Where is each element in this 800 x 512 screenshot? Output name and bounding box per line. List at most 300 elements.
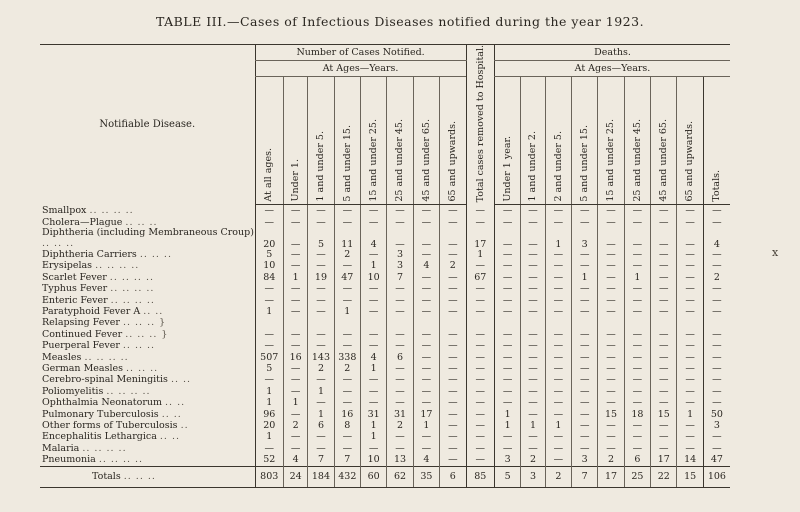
- leader-dots: .. .. .. ..: [106, 385, 151, 397]
- table-cell: —: [334, 205, 360, 217]
- table-cell: —: [494, 431, 520, 442]
- table-cell: [598, 317, 624, 328]
- table-cell: 20: [255, 228, 283, 249]
- leader-dots: .. .. ..: [126, 363, 159, 374]
- table-cell: 338: [334, 352, 360, 363]
- table-cell: —: [494, 443, 520, 454]
- table-row: [40, 409, 730, 420]
- table-cell: —: [545, 306, 571, 317]
- table-cell: —: [387, 340, 413, 351]
- table-cell: —: [308, 329, 334, 340]
- table-cell: —: [521, 283, 545, 294]
- table-row: [40, 454, 730, 466]
- table-cell: —: [651, 397, 677, 408]
- table-cell: 2: [521, 454, 545, 466]
- table-cell: —: [651, 443, 677, 454]
- table-cell: —: [624, 340, 650, 351]
- table-row: [40, 397, 730, 408]
- table-cell: —: [545, 217, 571, 228]
- table-cell: —: [255, 205, 283, 217]
- table-cell: —: [387, 386, 413, 397]
- table-cell: —: [521, 329, 545, 340]
- table-cell: 16: [283, 352, 307, 363]
- disease-label: Smallpox: [42, 205, 87, 216]
- table-cell: 14: [677, 454, 703, 466]
- table-cell: —: [413, 306, 439, 317]
- table-cell: —: [521, 205, 545, 217]
- table-cell: 1: [466, 249, 494, 260]
- table-cell: 2: [545, 466, 571, 487]
- table-cell: —: [703, 295, 730, 306]
- deaths-age-column-header: 1 and under 2.: [521, 77, 545, 205]
- table-cell: 6: [440, 466, 466, 487]
- table-cell: 184: [308, 466, 334, 487]
- table-cell: —: [387, 363, 413, 374]
- leader-dots: .. .. ..: [125, 216, 158, 228]
- table-cell: 3: [572, 454, 598, 466]
- table-cell: 16: [334, 409, 360, 420]
- table-cell: 507: [255, 352, 283, 363]
- table-cell: —: [572, 374, 598, 385]
- table-cell: —: [413, 249, 439, 260]
- table-cell: 17: [651, 454, 677, 466]
- table-cell: —: [440, 249, 466, 260]
- table-cell: [255, 317, 283, 328]
- table-cell: —: [387, 228, 413, 249]
- table-cell: —: [283, 228, 307, 249]
- table-cell: —: [545, 205, 571, 217]
- table-cell: 19: [308, 272, 334, 283]
- table-cell: —: [624, 363, 650, 374]
- table-row: [40, 217, 730, 228]
- table-cell: 5: [494, 466, 520, 487]
- table-cell: —: [466, 431, 494, 442]
- table-cell: —: [440, 217, 466, 228]
- table-cell: —: [334, 260, 360, 271]
- disease-label: Relapsing Fever: [42, 317, 120, 329]
- table-cell: —: [255, 295, 283, 306]
- table-cell: [387, 317, 413, 328]
- table-cell: —: [703, 443, 730, 454]
- table-cell: 31: [361, 409, 387, 420]
- table-cell: 10: [361, 454, 387, 466]
- table-cell: —: [572, 340, 598, 351]
- table-cell: —: [651, 374, 677, 385]
- leader-dots: .. .. .. ..: [110, 283, 155, 295]
- deaths-group-header: Deaths.: [494, 45, 730, 61]
- table-cell: —: [361, 397, 387, 408]
- table-cell: —: [466, 409, 494, 420]
- table-cell: 1: [283, 272, 307, 283]
- table-cell: 803: [255, 466, 283, 487]
- table-cell: —: [440, 272, 466, 283]
- table-cell: —: [572, 352, 598, 363]
- table-cell: —: [440, 329, 466, 340]
- table-cell: —: [308, 397, 334, 408]
- table-cell: 8: [334, 420, 360, 431]
- table-cell: [334, 317, 360, 328]
- table-row: [40, 295, 730, 306]
- leader-dots: .. .. .. ..: [82, 442, 127, 454]
- table-cell: —: [572, 431, 598, 442]
- leader-dots: .. .. ..: [123, 470, 156, 482]
- table-cell: —: [598, 363, 624, 374]
- table-cell: 7: [308, 454, 334, 466]
- deaths-age-column-header: 65 and upwards.: [677, 77, 703, 205]
- table-row: [40, 329, 730, 340]
- table-cell: —: [521, 272, 545, 283]
- table-cell: —: [703, 352, 730, 363]
- table-cell: —: [283, 363, 307, 374]
- table-cell: 25: [624, 466, 650, 487]
- deaths-age-column-header: 2 and under 5.: [545, 77, 571, 205]
- table-cell: —: [255, 217, 283, 228]
- table-cell: 1: [494, 409, 520, 420]
- disease-name: [40, 295, 255, 306]
- table-cell: —: [440, 443, 466, 454]
- table-cell: —: [255, 443, 283, 454]
- table-cell: —: [598, 431, 624, 442]
- totals-row: [40, 466, 730, 487]
- deaths-age-column-header: 45 and under 65.: [651, 77, 677, 205]
- table-row: [40, 283, 730, 294]
- table-cell: —: [255, 283, 283, 294]
- table-cell: 96: [255, 409, 283, 420]
- table-cell: 432: [334, 466, 360, 487]
- table-cell: —: [703, 306, 730, 317]
- table-cell: [466, 317, 494, 328]
- disease-label: Continued Fever: [42, 328, 123, 340]
- leader-dots: .. ..: [165, 397, 186, 409]
- table-cell: —: [521, 386, 545, 397]
- table-cell: —: [387, 217, 413, 228]
- table-cell: —: [624, 374, 650, 385]
- table-cell: —: [494, 217, 520, 228]
- leader-dots: .. .. .. ..: [98, 454, 144, 466]
- table-cell: —: [413, 340, 439, 351]
- table-cell: —: [677, 329, 703, 340]
- table-cell: —: [413, 217, 439, 228]
- table-cell: —: [677, 295, 703, 306]
- table-cell: 1: [255, 431, 283, 442]
- disease-label: Cerebro-spinal Meningitis: [42, 374, 168, 386]
- table-cell: —: [308, 260, 334, 271]
- table-cell: 67: [466, 272, 494, 283]
- disease-name: [40, 352, 255, 363]
- leader-dots: .. ..: [143, 306, 164, 317]
- table-cell: 84: [255, 272, 283, 283]
- table-cell: —: [572, 295, 598, 306]
- table-cell: —: [677, 374, 703, 385]
- table-cell: [308, 317, 334, 328]
- table-cell: —: [677, 217, 703, 228]
- table-cell: —: [387, 295, 413, 306]
- table-cell: 24: [283, 466, 307, 487]
- table-cell: 3: [494, 454, 520, 466]
- table-cell: —: [677, 205, 703, 217]
- disease-name: [40, 283, 255, 294]
- disease-label: Malaria: [42, 442, 80, 454]
- table-cell: —: [677, 260, 703, 271]
- disease-name: [40, 409, 255, 420]
- table-cell: —: [703, 283, 730, 294]
- table-row: [40, 340, 730, 351]
- table-cell: 1: [413, 420, 439, 431]
- disease-label: Puerperal Fever: [42, 340, 120, 352]
- table-cell: —: [334, 217, 360, 228]
- table-cell: —: [651, 386, 677, 397]
- table-row: [40, 363, 730, 374]
- table-cell: —: [572, 386, 598, 397]
- table-cell: —: [703, 329, 730, 340]
- table-cell: 5: [255, 249, 283, 260]
- table-cell: —: [703, 205, 730, 217]
- table-cell: 17: [598, 466, 624, 487]
- table-cell: —: [334, 374, 360, 385]
- table-cell: —: [651, 306, 677, 317]
- table-cell: —: [624, 420, 650, 431]
- deaths-ages-header: At Ages—Years.: [494, 61, 730, 77]
- table-cell: —: [361, 295, 387, 306]
- table-cell: —: [413, 272, 439, 283]
- table-cell: 15: [651, 409, 677, 420]
- table-cell: 4: [703, 228, 730, 249]
- table-cell: —: [572, 306, 598, 317]
- table-cell: —: [598, 228, 624, 249]
- leader-dots: .. .. .. ..: [89, 205, 134, 216]
- table-cell: 7: [572, 466, 598, 487]
- table-cell: —: [624, 283, 650, 294]
- table-cell: —: [545, 409, 571, 420]
- table-cell: —: [440, 386, 466, 397]
- table-cell: 20: [255, 420, 283, 431]
- table-cell: —: [283, 205, 307, 217]
- table-cell: 143: [308, 352, 334, 363]
- table-cell: —: [677, 420, 703, 431]
- table-cell: —: [494, 283, 520, 294]
- disease-column-header: Notifiable Disease.: [40, 45, 255, 205]
- disease-name: [40, 306, 255, 317]
- table-cell: —: [624, 352, 650, 363]
- table-cell: —: [598, 443, 624, 454]
- table-title: TABLE III.—Cases of Infectious Diseases notified during the year 1923.: [155, 14, 645, 29]
- table-cell: —: [598, 260, 624, 271]
- table-cell: —: [413, 386, 439, 397]
- table-cell: 50: [703, 409, 730, 420]
- table-cell: 1: [361, 363, 387, 374]
- table-cell: —: [624, 249, 650, 260]
- table-cell: —: [283, 260, 307, 271]
- leader-dots: .. .. ..: [42, 237, 75, 249]
- table-cell: —: [466, 340, 494, 351]
- table-row: [40, 260, 730, 271]
- leader-dots: .. .. .. }: [122, 317, 167, 329]
- table-cell: —: [413, 374, 439, 385]
- table-cell: —: [308, 443, 334, 454]
- leader-dots: .. ..: [170, 374, 192, 386]
- cases-age-column-header: 45 and under 65.: [413, 77, 439, 205]
- table-cell: —: [572, 217, 598, 228]
- table-cell: —: [334, 443, 360, 454]
- table-cell: —: [521, 431, 545, 442]
- deaths-age-column-header: 15 and under 25.: [598, 77, 624, 205]
- table-cell: 1: [334, 306, 360, 317]
- table-cell: —: [624, 306, 650, 317]
- table-cell: —: [598, 306, 624, 317]
- disease-name: [40, 317, 255, 328]
- table-cell: 31: [387, 409, 413, 420]
- table-cell: 1: [545, 228, 571, 249]
- table-cell: —: [255, 329, 283, 340]
- cases-age-column-header: 1 and under 5.: [308, 77, 334, 205]
- table-cell: —: [413, 352, 439, 363]
- table-cell: —: [545, 340, 571, 351]
- table-cell: —: [440, 340, 466, 351]
- table-cell: —: [624, 228, 650, 249]
- table-cell: —: [334, 283, 360, 294]
- table-cell: —: [598, 329, 624, 340]
- table-cell: —: [521, 363, 545, 374]
- table-cell: —: [494, 228, 520, 249]
- disease-name: [40, 363, 255, 374]
- table-cell: 2: [334, 249, 360, 260]
- table-cell: —: [413, 228, 439, 249]
- table-cell: 6: [624, 454, 650, 466]
- deaths-age-column-header: 25 and under 45.: [624, 77, 650, 205]
- table-cell: 2: [703, 272, 730, 283]
- deaths-age-column-header: 5 and under 15.: [572, 77, 598, 205]
- table-cell: —: [361, 217, 387, 228]
- table-cell: —: [703, 217, 730, 228]
- table-cell: —: [651, 260, 677, 271]
- disease-label: Poliomyelitis: [42, 385, 104, 397]
- table-cell: —: [572, 363, 598, 374]
- table-cell: —: [545, 386, 571, 397]
- table-cell: —: [413, 295, 439, 306]
- table-cell: —: [677, 340, 703, 351]
- table-cell: —: [466, 363, 494, 374]
- disease-name: [40, 397, 255, 408]
- table-cell: —: [283, 386, 307, 397]
- table-cell: —: [283, 340, 307, 351]
- table-cell: —: [255, 374, 283, 385]
- table-row: [40, 374, 730, 385]
- table-cell: —: [521, 260, 545, 271]
- table-cell: —: [466, 374, 494, 385]
- table-cell: —: [598, 340, 624, 351]
- table-cell: —: [677, 272, 703, 283]
- table-cell: —: [308, 283, 334, 294]
- table-cell: 3: [387, 260, 413, 271]
- table-cell: —: [624, 386, 650, 397]
- table-cell: —: [521, 295, 545, 306]
- table-cell: —: [572, 260, 598, 271]
- table-cell: —: [466, 386, 494, 397]
- table-cell: 6: [387, 352, 413, 363]
- table-cell: —: [624, 329, 650, 340]
- table-cell: —: [466, 454, 494, 466]
- table-cell: [572, 317, 598, 328]
- table-cell: —: [521, 374, 545, 385]
- table-cell: —: [703, 340, 730, 351]
- table-cell: —: [466, 443, 494, 454]
- table-cell: —: [440, 306, 466, 317]
- table-cell: —: [466, 295, 494, 306]
- table-cell: —: [308, 205, 334, 217]
- disease-name: [40, 217, 255, 228]
- disease-name: [40, 386, 255, 397]
- table-cell: —: [494, 363, 520, 374]
- infectious-diseases-table: [40, 44, 730, 488]
- table-cell: —: [283, 306, 307, 317]
- disease-label: Diphtheria Carriers: [42, 249, 137, 261]
- table-cell: —: [572, 443, 598, 454]
- table-cell: —: [624, 260, 650, 271]
- table-cell: —: [545, 249, 571, 260]
- table-cell: —: [703, 386, 730, 397]
- table-cell: 11: [334, 228, 360, 249]
- table-cell: —: [413, 431, 439, 442]
- table-cell: —: [387, 329, 413, 340]
- disease-label: Pneumonia: [42, 454, 96, 466]
- disease-label: Typhus Fever: [42, 283, 108, 295]
- leader-dots: .. .. ..: [139, 249, 172, 261]
- table-cell: —: [651, 420, 677, 431]
- table-cell: —: [651, 217, 677, 228]
- table-cell: —: [494, 272, 520, 283]
- cases-age-column-header: Under 1.: [283, 77, 307, 205]
- disease-name: [40, 205, 255, 217]
- table-cell: —: [521, 397, 545, 408]
- table-cell: —: [703, 374, 730, 385]
- table-cell: —: [545, 374, 571, 385]
- table-cell: —: [283, 217, 307, 228]
- table-cell: 2: [387, 420, 413, 431]
- cases-age-column-header: 65 and upwards.: [440, 77, 466, 205]
- table-cell: —: [572, 205, 598, 217]
- table-cell: —: [283, 374, 307, 385]
- cases-age-column-header: 15 and under 25.: [361, 77, 387, 205]
- table-cell: [677, 317, 703, 328]
- table-cell: —: [494, 205, 520, 217]
- table-cell: —: [308, 306, 334, 317]
- table-cell: —: [545, 272, 571, 283]
- table-cell: —: [572, 329, 598, 340]
- table-cell: —: [677, 228, 703, 249]
- table-cell: —: [440, 295, 466, 306]
- disease-name: [40, 272, 255, 283]
- table-cell: [494, 317, 520, 328]
- disease-name: [40, 374, 255, 385]
- table-cell: —: [598, 352, 624, 363]
- table-cell: —: [624, 431, 650, 442]
- table-cell: —: [651, 283, 677, 294]
- table-cell: —: [361, 386, 387, 397]
- table-cell: —: [466, 329, 494, 340]
- table-cell: —: [572, 420, 598, 431]
- table-cell: —: [466, 260, 494, 271]
- table-cell: —: [572, 397, 598, 408]
- table-cell: —: [494, 340, 520, 351]
- table-cell: 1: [255, 306, 283, 317]
- table-cell: 17: [466, 228, 494, 249]
- table-cell: —: [494, 295, 520, 306]
- table-cell: —: [283, 249, 307, 260]
- table-cell: —: [283, 295, 307, 306]
- table-cell: —: [387, 306, 413, 317]
- table-cell: —: [572, 283, 598, 294]
- table-cell: —: [677, 386, 703, 397]
